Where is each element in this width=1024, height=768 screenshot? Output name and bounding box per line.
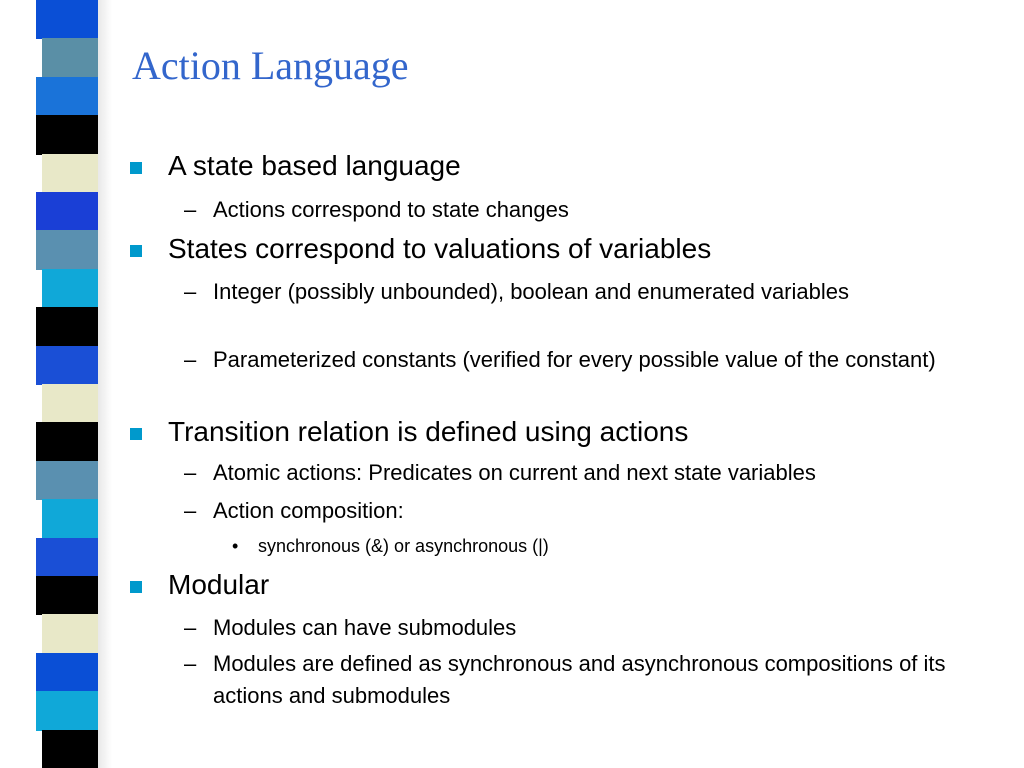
sub-bullet-text: Integer (possibly unbounded), boolean and enumerated variables xyxy=(213,279,849,304)
bullet-item xyxy=(168,233,711,265)
bullet-text: A state based language xyxy=(168,150,461,181)
bullet-text: Modular xyxy=(168,569,270,600)
dash-bullet-icon: – xyxy=(184,460,197,485)
sub-sub-bullet-text: synchronous (&) or asynchronous (|) xyxy=(258,536,549,556)
square-bullet-icon xyxy=(130,428,142,440)
sub-bullet-text: Parameterized constants (verified for every possible value of the constant) xyxy=(213,347,936,372)
dash-bullet-icon: – xyxy=(184,651,197,676)
sub-bullet-item xyxy=(184,612,973,644)
slide-title: Action Language xyxy=(132,43,409,88)
sub-bullet-item xyxy=(184,495,973,527)
sub-bullet-item xyxy=(184,276,943,308)
dot-bullet-icon: • xyxy=(232,536,239,556)
dash-bullet-icon: – xyxy=(184,615,197,640)
dash-bullet-icon: – xyxy=(184,498,197,523)
bullet-item xyxy=(168,569,269,601)
sub-bullet-item xyxy=(184,194,973,226)
dash-bullet-icon: – xyxy=(184,197,197,222)
sub-bullet-item xyxy=(184,457,1013,489)
square-bullet-icon xyxy=(130,162,142,174)
sub-bullet-text: Action composition: xyxy=(213,498,404,523)
sub-bullet-text: Modules can have submodules xyxy=(213,615,517,640)
bullet-text: States correspond to valuations of variables xyxy=(168,233,712,264)
sub-bullet-item xyxy=(184,344,993,376)
dash-bullet-icon: – xyxy=(184,347,197,372)
sub-sub-bullet-item xyxy=(232,536,549,557)
bullet-item xyxy=(168,416,688,448)
square-bullet-icon xyxy=(130,581,142,593)
dash-bullet-icon: – xyxy=(184,279,197,304)
sub-bullet-text: Atomic actions: Predicates on current and next state variables xyxy=(213,460,816,485)
square-bullet-icon xyxy=(130,245,142,257)
sub-bullet-item xyxy=(184,648,973,712)
sub-bullet-text: Actions correspond to state changes xyxy=(213,197,569,222)
sub-bullet-text: Modules are defined as synchronous and asynchronous compositions of its actions and submodules xyxy=(213,651,946,708)
bullet-item xyxy=(168,150,461,182)
bullet-text: Transition relation is defined using actions xyxy=(168,416,689,447)
